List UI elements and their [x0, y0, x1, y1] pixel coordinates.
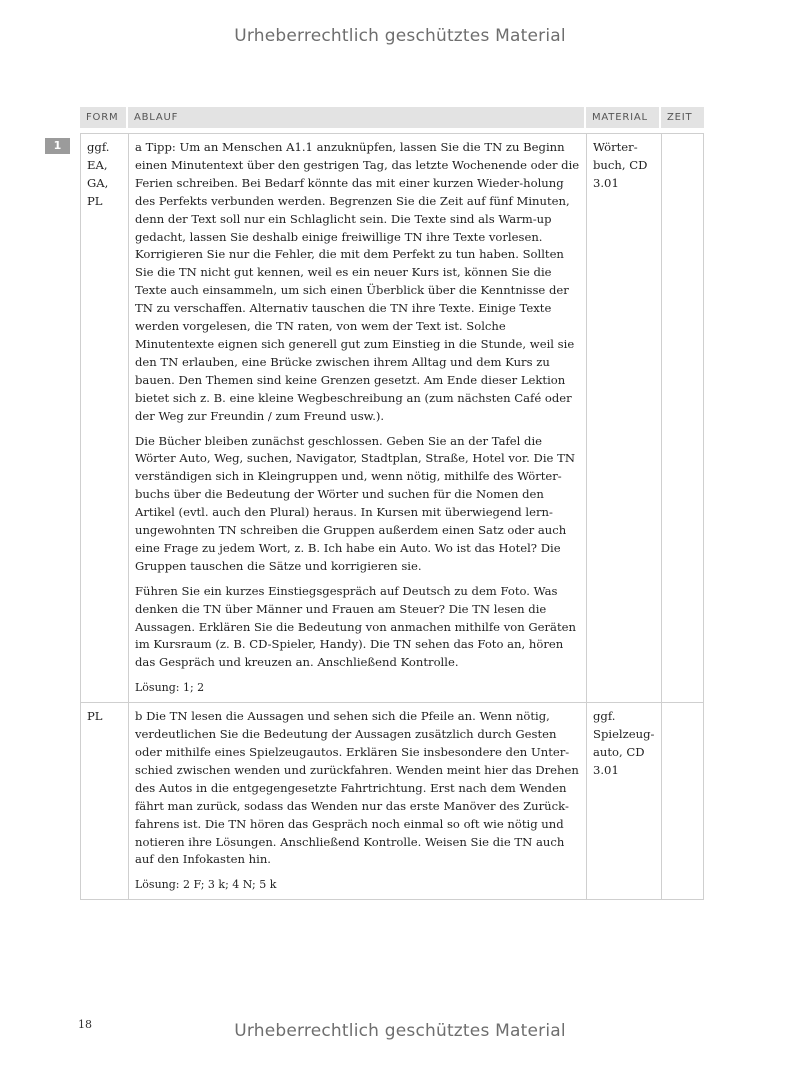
ablauf-cell	[129, 703, 587, 899]
ablauf-paragraph: a Tipp: Um an Menschen A1.1 anzuknüpfen, lassen Sie die TN zu Beginn einen Minutentext über den gestrigen Tag, das letzte Wochenende oder die Ferien schreiben. Bei Bedarf könnte das mit einer kurzen Wieder-holung des Perfekts verbunden werden. Begrenzen Sie die Zeit auf fünf Minuten, denn der Text soll nur ein Schlaglicht sein. Die Texte sind als Warm-up gedacht, lassen Sie deshalb einige freiwillige TN ihre Texte vorlesen. Korrigieren Sie nur die Fehler, die mit dem Perfekt zu tun haben. Sollten Sie die TN nicht gut kennen, weil es ein neuer Kurs ist, können Sie die Texte auch einsammeln, um sich einen Überblick über die Kenntnisse der TN zu verschaffen. Alternativ tauschen die TN ihre Texte. Einige Texte werden vorgelesen, die TN raten, von wem der Text ist. Solche Minutentexte eignen sich generell gut zum Einstieg in die Stunde, weil sie den TN erlauben, eine Brücke zwischen ihrem Alltag und dem Kurs zu bauen. Den Themen sind keine Grenzen gesetzt. Am Ende dieser Lektion bietet sich z. B. eine kleine Wegbeschreibung an (zum nächsten Café oder der Weg zur Freundin / zum Freund usw.).	[135, 140, 580, 423]
zeit-cell	[662, 134, 703, 702]
watermark-bottom: Urheberrechtlich geschütztes Material	[234, 1021, 566, 1041]
table-row	[81, 703, 703, 899]
ablauf-cell	[129, 134, 587, 702]
table-row	[81, 134, 703, 703]
lesson-table	[80, 133, 704, 900]
ablauf-paragraph: Führen Sie ein kurzes Einstiegsgespräch auf Deutsch zu dem Foto. Was denken die TN über Männer und Frauen am Steuer? Die TN lesen die Aussagen. Erklären Sie die Bedeutung von anmachen mithilfe von Geräten im Kursraum (z. B. CD-Spieler, Handy). Die TN sehen das Foto an, hören das Gespräch und kreuzen an. Anschließend Kontrolle.	[135, 583, 576, 670]
table-header	[80, 107, 704, 128]
solution-line: Lösung: 2 F; 3 k; 4 N; 5 k	[135, 878, 277, 892]
material-cell: Wörter- buch, CD 3.01	[587, 134, 662, 702]
material-cell: ggf. Spielzeug- auto, CD 3.01	[587, 703, 662, 899]
header-zeit: ZEIT	[667, 112, 693, 123]
ablauf-paragraph: Die Bücher bleiben zunächst geschlossen. Geben Sie an der Tafel die Wörter Auto, Weg, suchen, Navigator, Stadtplan, Straße, Hotel vor. Die TN verständigen sich in Kleingruppen und, wenn nötig, mithilfe des Wörter-buchs über die Bedeutung der Wörter und suchen für die Nomen den Artikel (evtl. auch den Plural) heraus. In Kursen mit überwiegend lern-ungewohnten TN schreiben die Gruppen außerdem einen Satz oder auch eine Frage zu jedem Wort, z. B. Ich habe ein Auto. Wo ist das Hotel? Die Gruppen tauschen die Sätze und korrigieren sie.	[135, 433, 575, 573]
header-form: FORM	[80, 107, 128, 128]
solution-line: Lösung: 1; 2	[135, 681, 205, 695]
form-cell: PL	[81, 703, 129, 899]
section-badge: 1	[45, 138, 70, 154]
zeit-cell	[662, 703, 703, 899]
ablauf-paragraph: b Die TN lesen die Aussagen und sehen sich die Pfeile an. Wenn nötig, verdeutlichen Sie die Bedeutung der Aussagen zusätzlich durch Gesten oder mithilfe eines Spielzeugautos. Erklären Sie insbesondere den Unter-schied zwischen wenden und zurückfahren. Wenden meint hier das Drehen des Autos in die entgegengesetzte Fahrtrichtung. Erst nach dem Wenden fährt man zurück, sodass das Wenden nur das erste Manöver des Zurück-fahrens ist. Die TN hören das Gespräch noch einmal so oft wie nötig und notieren ihre Lösungen. Anschließend Kontrolle. Weisen Sie die TN auch auf den Infokasten hin.	[135, 709, 579, 867]
form-cell: ggf. EA, GA, PL	[81, 134, 129, 702]
page-number: 18	[78, 1018, 92, 1031]
watermark-top: Urheberrechtlich geschütztes Material	[234, 26, 566, 46]
header-material: MATERIAL	[586, 107, 661, 128]
header-ablauf: ABLAUF	[128, 107, 586, 128]
